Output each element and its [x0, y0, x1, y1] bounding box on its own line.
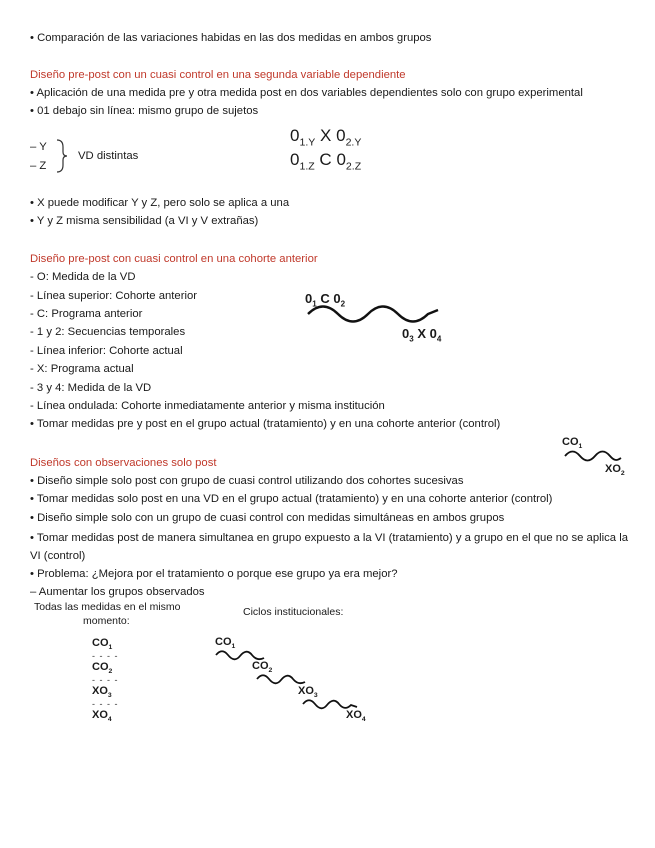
same-moment-row-4-sub: 4 [107, 716, 112, 724]
same-moment-row-2-text: CO [92, 661, 109, 673]
cohort-bottom-b-sub: 4 [436, 334, 442, 344]
cycle-step-3 [298, 685, 318, 699]
brace-icon [55, 139, 69, 173]
same-moment-row-3-text: XO [92, 685, 108, 697]
side-xo2-sub: 2 [620, 470, 625, 478]
section2-item-6: - X: Programa actual [30, 363, 134, 375]
cycle-step-1 [215, 636, 235, 650]
cohort-top-a-sub: 1 [312, 299, 317, 309]
formula-y-b: 0 [336, 126, 346, 145]
formula-z-b-sub: 2.Z [345, 160, 362, 173]
cohort-top-op: C [320, 291, 330, 306]
section3-item-1: • Diseño simple solo post con grupo de cuasi control utilizando dos cohortes sucesivas [30, 475, 464, 487]
cycle-step-3-sub: 3 [313, 692, 318, 700]
cohort-bottom-op: X [417, 326, 427, 341]
section2-item-3: - C: Programa anterior [30, 308, 143, 320]
same-moment-title-1: Todas las medidas en el mismo [34, 601, 181, 613]
same-moment-row-1 [92, 637, 112, 651]
formula-z-a-sub: 1.Z [299, 160, 315, 173]
y-label: – Y [30, 141, 47, 153]
formula-z-op: C [319, 150, 332, 169]
cohort-bottom-a: 0 [402, 326, 410, 341]
section3-item-3: • Diseño simple solo con un grupo de cuasi control con medidas simultáneas en ambos grupos [30, 512, 505, 524]
brace-text: VD distintas [78, 150, 139, 162]
formula-y-b-sub: 2.Y [345, 136, 362, 149]
formula-y-a-sub: 1.Y [299, 136, 316, 149]
cycle-step-3-text: XO [298, 685, 314, 697]
cohort-diagram-bottom [402, 326, 441, 344]
section3-item-6: – Aumentar los grupos observados [30, 586, 205, 598]
formula-y [290, 126, 361, 148]
section2-item-4: - 1 y 2: Secuencias temporales [30, 326, 186, 338]
separator-1: - - - - [92, 651, 119, 661]
section3-item-4: • Tomar medidas post de manera simultanea en grupo expuesto a la VI (tratamiento) y a grupo en el que no se aplica la VI (control) [30, 532, 628, 562]
cycle-step-2 [252, 660, 272, 674]
section3-heading: Diseños con observaciones solo post [30, 457, 217, 469]
side-wavy-line [563, 450, 623, 462]
side-xo2-text: XO [605, 463, 621, 475]
formula-z-b: 0 [336, 150, 346, 169]
cycle-step-1-text: CO [215, 636, 232, 648]
section1-after-2: • Y y Z misma sensibilidad (a VI y V extrañas) [30, 215, 259, 227]
section2-item-8: - Línea ondulada: Cohorte inmediatamente anterior y misma institución [30, 400, 385, 412]
same-moment-title-2: momento: [83, 615, 130, 627]
cycle-step-4-sub: 4 [361, 716, 366, 724]
same-moment-row-4 [92, 709, 112, 723]
same-moment-row-1-text: CO [92, 637, 109, 649]
section2-item-2: - Línea superior: Cohorte anterior [30, 290, 198, 302]
formula-y-op: X [320, 126, 332, 145]
cycle-step-4-text: XO [346, 709, 362, 721]
cycle-step-1-sub: 1 [231, 643, 236, 651]
cohort-bottom-b: 0 [429, 326, 437, 341]
cycle-step-2-text: CO [252, 660, 269, 672]
cycle-step-4 [346, 709, 366, 723]
same-moment-row-3-sub: 3 [107, 692, 112, 700]
section2-item-9: • Tomar medidas pre y post en el grupo actual (tratamiento) y en una cohorte anterior (control) [30, 418, 501, 430]
section3-item-2: • Tomar medidas solo post en una VD en el grupo actual (tratamiento) y en una cohorte anterior (control) [30, 493, 553, 505]
cohort-wavy-line [306, 306, 441, 322]
same-moment-row-4-text: XO [92, 709, 108, 721]
cohort-top-b: 0 [333, 291, 341, 306]
side-co1-sub: 1 [578, 443, 583, 451]
side-co1 [562, 436, 582, 450]
same-moment-row-1-sub: 1 [108, 644, 113, 652]
section1-bullet-1: • Aplicación de una medida pre y otra medida post en dos variables dependientes solo con grupo experimental [30, 87, 583, 99]
formula-z [290, 150, 361, 172]
section2-heading: Diseño pre-post con cuasi control en una cohorte anterior [30, 253, 318, 265]
section2-item-5: - Línea inferior: Cohorte actual [30, 345, 183, 357]
section2-item-1: - O: Medida de la VD [30, 271, 136, 283]
formula-y-a: 0 [290, 126, 300, 145]
section1-heading: Diseño pre-post con un cuasi control en una segunda variable dependiente [30, 69, 406, 81]
same-moment-row-2 [92, 661, 112, 675]
separator-3: - - - - [92, 699, 119, 709]
cohort-bottom-a-sub: 3 [409, 334, 414, 344]
section3-item-5: • Problema: ¿Mejora por el tratamiento o porque ese grupo ya era mejor? [30, 568, 398, 580]
formula-z-a: 0 [290, 150, 300, 169]
same-moment-row-2-sub: 2 [108, 668, 113, 676]
section2-item-7: - 3 y 4: Medida de la VD [30, 382, 152, 394]
cycles-title: Ciclos institucionales: [243, 606, 344, 618]
intro-bullet: • Comparación de las variaciones habidas en las dos medidas en ambos grupos [30, 32, 432, 44]
cycle-step-2-sub: 2 [268, 667, 273, 675]
side-xo2 [605, 463, 625, 477]
section1-bullet-2: • 01 debajo sin línea: mismo grupo de sujetos [30, 105, 259, 117]
cohort-top-a: 0 [305, 291, 313, 306]
section1-after-1: • X puede modificar Y y Z, pero solo se aplica a una [30, 197, 290, 209]
z-label: – Z [30, 160, 47, 172]
cohort-top-b-sub: 2 [340, 299, 346, 309]
separator-2: - - - - [92, 675, 119, 685]
side-co1-text: CO [562, 436, 579, 448]
same-moment-row-3 [92, 685, 112, 699]
